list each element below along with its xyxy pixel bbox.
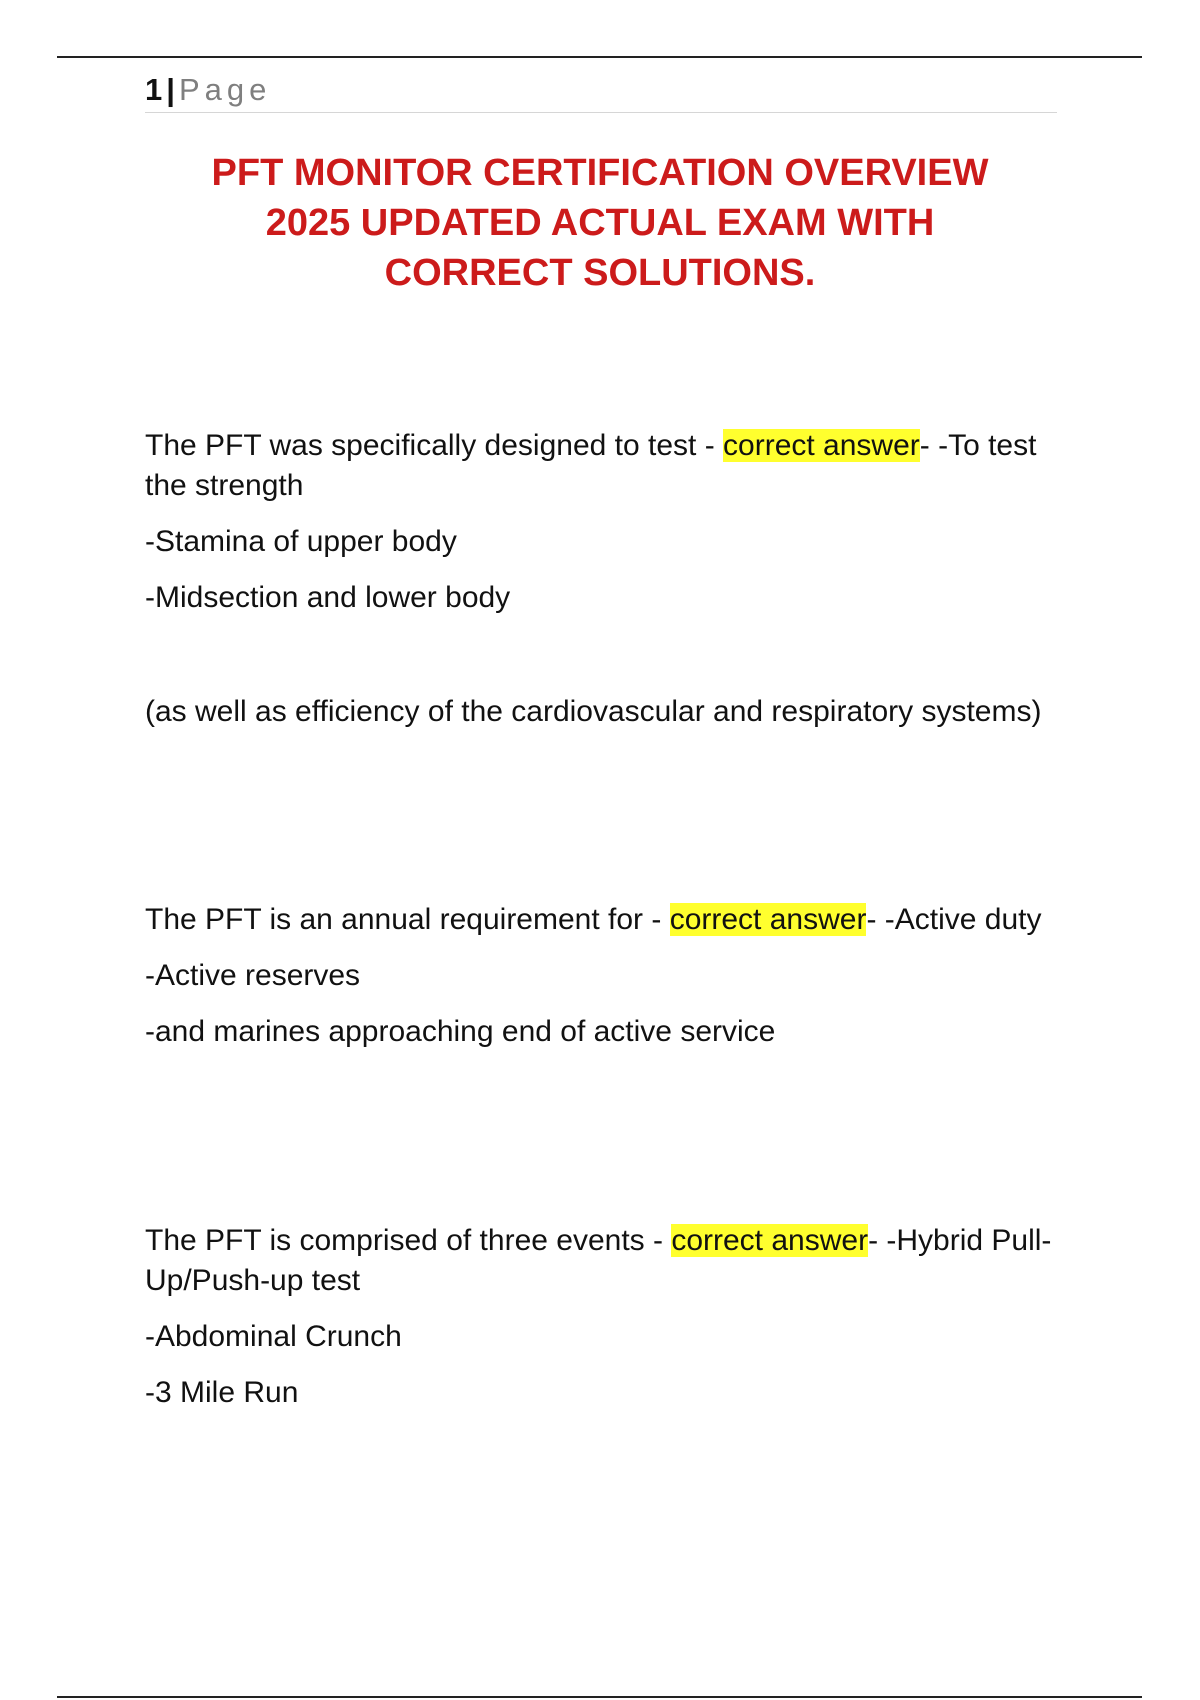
question-text (145, 900, 1060, 940)
question-prompt: The PFT was specifically designed to test - (145, 429, 724, 462)
question-text (145, 426, 1060, 506)
answer-lead: - -Active duty (866, 903, 1042, 936)
title-line-3: CORRECT SOLUTIONS. (384, 252, 816, 294)
qa-item (145, 426, 1060, 748)
question-text (145, 1221, 1060, 1301)
qa-item (145, 900, 1060, 1068)
bottom-rule (57, 1696, 1142, 1698)
page-header (145, 70, 1057, 113)
qa-item (145, 1221, 1060, 1429)
answer-lead: - -Hybrid Pull-Up/Push-up test (145, 1224, 1052, 1297)
answer-line: -Abdominal Crunch (145, 1320, 402, 1353)
answer-line: -Stamina of upper body (145, 525, 457, 558)
answer-highlight: correct answer (723, 429, 920, 462)
document-title (110, 148, 1090, 298)
page-label: Page (178, 72, 272, 107)
answer-lead: - -To test the strength (145, 429, 1037, 502)
page-separator: | (166, 72, 175, 107)
question-prompt: The PFT is an annual requirement for - (145, 903, 670, 936)
answer-highlight: correct answer (669, 903, 867, 936)
answer-highlight: correct answer (671, 1224, 869, 1257)
title-line-2: 2025 UPDATED ACTUAL EXAM WITH (265, 202, 935, 244)
answer-note: (as well as efficiency of the cardiovascular and respiratory systems) (145, 695, 1042, 728)
page-number: 1 (145, 72, 163, 107)
answer-line: -and marines approaching end of active service (145, 1015, 776, 1048)
title-line-1: PFT MONITOR CERTIFICATION OVERVIEW (211, 152, 989, 194)
answer-line: -Active reserves (145, 959, 361, 992)
answer-line: -3 Mile Run (145, 1376, 299, 1409)
top-rule (57, 56, 1142, 58)
answer-line: -Midsection and lower body (145, 581, 511, 614)
spacer (145, 634, 1060, 692)
question-prompt: The PFT is comprised of three events - (145, 1224, 672, 1257)
